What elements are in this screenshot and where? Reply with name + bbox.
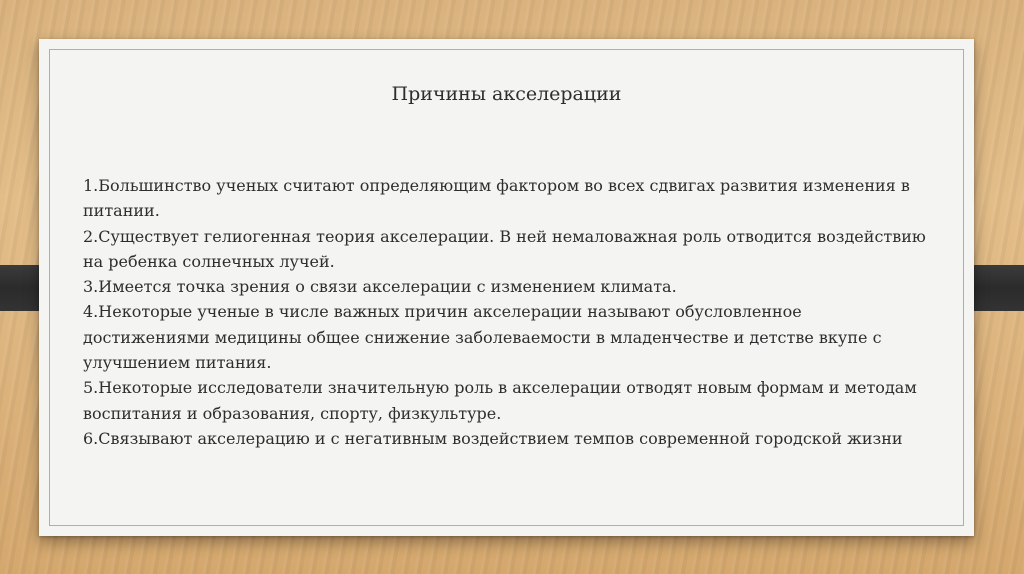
slide-title: Причины акселерации xyxy=(391,83,622,105)
list-item: 1.Большинство ученых считают определяющим фактором во всех сдвигах развития изменения в питании. xyxy=(83,176,910,221)
list-item: 5.Некоторые исследователи значительную роль в акселерации отводят новым формам и методам воспитания и образования, спорту, физкультуре. xyxy=(83,378,917,423)
slide-body xyxy=(83,173,933,451)
dark-plank-left xyxy=(0,265,40,311)
list-item: 4.Некоторые ученые в числе важных причин акселерации называют обусловленное достижениями медицины общее снижение заболеваемости в младенчестве и детстве вкупе с улучшением питания. xyxy=(83,302,882,373)
list-item: 6.Связывают акселерацию и с негативным воздействием темпов современной городской жизни xyxy=(83,428,903,448)
list-item: 3.Имеется точка зрения о связи акселерации с изменением климата. xyxy=(83,277,677,297)
list-item: 2.Существует гелиогенная теория акселерации. В ней немаловажная роль отводится воздействию на ребенка солнечных лучей. xyxy=(83,226,926,271)
slide-card xyxy=(39,39,974,536)
